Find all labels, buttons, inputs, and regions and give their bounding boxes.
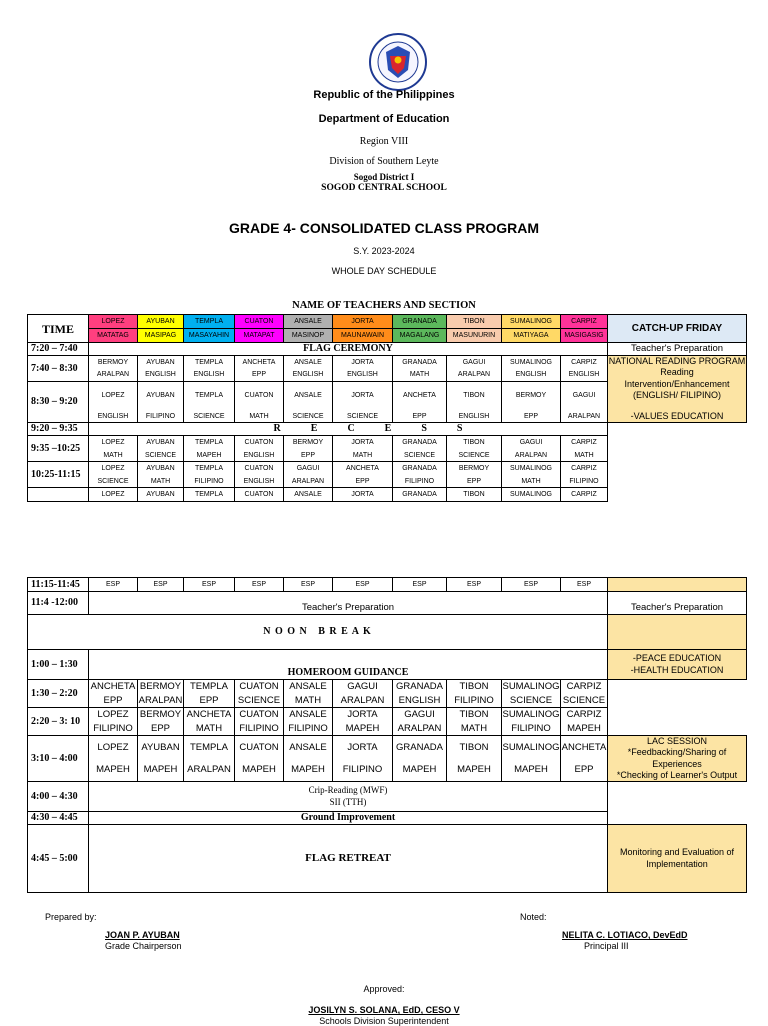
subject-cell: MAPEH — [447, 759, 502, 782]
teacher-cell: SUMALINOG — [502, 736, 561, 759]
teacher-cell: CARPIZ — [561, 680, 608, 694]
subject-cell: MAPEH — [138, 759, 184, 782]
subject-cell: MAPEH — [284, 759, 333, 782]
subject-cell: MATH — [333, 449, 393, 462]
teacher-cell: SUMALINOG — [502, 462, 561, 475]
teacher-cell: TEMPLA — [184, 736, 235, 759]
afternoon-schedule-table — [27, 577, 747, 893]
teacher-cell: CUATON — [235, 708, 284, 722]
subject-cell: ARALPAN — [333, 694, 393, 708]
subject-cell: MAPEH — [333, 722, 393, 736]
crip-line: Crip-Reading (MWF) — [308, 784, 388, 795]
time-header: TIME — [28, 315, 89, 343]
subject-cell: EPP — [138, 722, 184, 736]
subject-cell: EPP — [89, 694, 138, 708]
teacher-cell: SUMALINOG — [502, 709, 560, 720]
subject-cell: FILIPINO — [184, 475, 235, 488]
section-name-cell: MAGALANG — [393, 329, 447, 343]
friday-item: LAC SESSION — [646, 736, 708, 746]
friday-item: Monitoring and Evaluation of — [619, 847, 735, 858]
subject-cell: MATH — [235, 410, 284, 423]
subject-cell: SCIENCE — [138, 449, 184, 462]
teacher-cell: CARPIZ — [561, 708, 608, 722]
teacher-cell: LOPEZ — [89, 708, 138, 722]
teacher-cell: GRANADA — [393, 356, 447, 369]
subject-cell: MATH — [502, 475, 561, 488]
friday-item: *Feedbacking/Sharing of Experiences — [627, 747, 727, 769]
teachers-prep-label: Teacher's Preparation — [89, 592, 608, 615]
teacher-cell: TIBON — [447, 382, 502, 410]
subject-cell: ARALPAN — [89, 369, 138, 382]
teacher-cell: TIBON — [447, 680, 502, 694]
teacher-cell: SUMALINOG — [502, 356, 561, 369]
teacher-cell: BERMOY — [89, 356, 138, 369]
subject-cell: ENGLISH — [235, 475, 284, 488]
teacher-cell: BERMOY — [138, 680, 184, 694]
approved-name: JOSILYN S. SOLANA, EdD, CESO V — [308, 1005, 460, 1015]
teacher-name-cell: CARPIZ — [561, 315, 608, 329]
recess-letter: E — [384, 423, 392, 435]
subject-cell: ENGLISH — [89, 410, 138, 423]
time-cell: 8:30 – 9:20 — [28, 382, 89, 423]
division-text: Division of Southern Leyte — [329, 156, 439, 167]
subject-cell: SCIENCE — [447, 449, 502, 462]
teacher-cell: ANSALE — [284, 736, 333, 759]
subject-cell: ENGLISH — [502, 369, 561, 382]
teacher-cell: CARPIZ — [561, 436, 608, 449]
subject-cell: MATH — [184, 722, 235, 736]
subject-cell: MATH — [138, 475, 184, 488]
teacher-name-cell: ANSALE — [284, 315, 333, 329]
teacher-cell: AYUBAN — [138, 736, 184, 759]
recess-bar — [89, 423, 608, 436]
teacher-cell: CUATON — [235, 736, 284, 759]
catch-up-friday-header: CATCH-UP FRIDAY — [608, 315, 747, 343]
teacher-cell: CARPIZ — [561, 462, 608, 475]
friday-item: *Checking of Learner's Output — [616, 769, 738, 780]
teacher-cell: ANCHETA — [89, 680, 138, 694]
teacher-cell: ANCHETA — [235, 356, 284, 369]
flag-ceremony: FLAG CEREMONY — [89, 343, 608, 356]
teacher-cell: BERMOY — [502, 382, 561, 410]
time-cell: 4:30 – 4:45 — [28, 812, 89, 825]
esp-cell: ESP — [235, 578, 284, 592]
crip-reading — [89, 782, 608, 812]
teacher-name-cell: TEMPLA — [184, 315, 235, 329]
subject-cell: ARALPAN — [447, 369, 502, 382]
subject-cell: ARALPAN — [393, 722, 447, 736]
department-heading: Department of Education — [318, 113, 450, 125]
section-name-cell: MASIPAG — [138, 329, 184, 343]
deped-seal — [368, 32, 428, 92]
subject-cell: ENGLISH — [138, 369, 184, 382]
teacher-cell: JORTA — [333, 488, 393, 502]
recess-letter: S — [421, 423, 427, 435]
friday-empty-cell — [608, 615, 747, 650]
subject-cell: MAPEH — [561, 722, 608, 736]
teacher-cell: TIBON — [447, 436, 502, 449]
subject-cell: FILIPINO — [561, 475, 608, 488]
prepared-by-role: Grade Chairperson — [105, 941, 182, 951]
esp-cell: ESP — [89, 578, 138, 592]
subject-cell: SCIENCE — [393, 449, 447, 462]
teacher-cell: GRANADA — [393, 736, 447, 759]
subject-cell: FILIPINO — [89, 722, 138, 736]
teacher-cell: GRANADA — [393, 462, 447, 475]
esp-cell: ESP — [561, 578, 608, 592]
time-cell: 9:20 – 9:35 — [28, 423, 89, 436]
friday-pm-block-3 — [608, 825, 747, 893]
flag-retreat: FLAG RETREAT — [89, 825, 608, 893]
subject-cell: EPP — [284, 449, 333, 462]
teacher-cell: JORTA — [333, 436, 393, 449]
section-name-cell: MATIYAGA — [502, 329, 561, 343]
teacher-cell: CUATON — [235, 462, 284, 475]
time-cell: 10:25-11:15 — [28, 462, 89, 488]
subject-cell: FILIPINO — [333, 759, 393, 782]
esp-cell: ESP — [184, 578, 235, 592]
teacher-cell: GAGUI — [502, 436, 561, 449]
teacher-cell: CARPIZ — [561, 356, 608, 369]
subject-cell: EPP — [235, 369, 284, 382]
teacher-cell: CUATON — [235, 680, 284, 694]
subject-cell: MAPEH — [89, 759, 138, 782]
teacher-cell: TIBON — [447, 488, 502, 502]
subject-cell: ARALPAN — [284, 475, 333, 488]
subject-cell: MATH — [561, 449, 608, 462]
friday-am-block — [608, 356, 747, 423]
subject-cell: SCIENCE — [184, 410, 235, 423]
teacher-name-cell: AYUBAN — [138, 315, 184, 329]
teacher-cell: ANSALE — [284, 488, 333, 502]
subject-cell: SCIENCE — [284, 410, 333, 423]
time-cell: 2:20 – 3: 10 — [28, 708, 89, 736]
teacher-cell: GAGUI — [447, 356, 502, 369]
ground-improvement: Ground Improvement — [89, 812, 608, 825]
time-cell: 7:40 – 8:30 — [28, 356, 89, 382]
teacher-cell: JORTA — [333, 382, 393, 410]
subject-cell: MATH — [447, 722, 502, 736]
subject-cell: ENGLISH — [184, 369, 235, 382]
noted-role: Principal III — [584, 941, 629, 951]
teacher-cell: LOPEZ — [89, 436, 138, 449]
teacher-cell: SUMALINOG — [502, 488, 561, 502]
region-text: Region VIII — [359, 136, 409, 147]
esp-cell: ESP — [284, 578, 333, 592]
teacher-name-cell: JORTA — [333, 315, 393, 329]
subject-cell: ENGLISH — [235, 449, 284, 462]
teacher-cell: AYUBAN — [138, 382, 184, 410]
noted-name: NELITA C. LOTIACO, DevEdD — [562, 930, 688, 940]
time-cell: 11:15-11:45 — [28, 578, 89, 592]
subject-cell: FILIPINO — [235, 722, 284, 736]
teacher-cell: JORTA — [333, 736, 393, 759]
subject-cell: ENGLISH — [561, 369, 608, 382]
teacher-cell: ANCHETA — [561, 736, 608, 759]
time-cell: 4:45 – 5:00 — [28, 825, 89, 893]
friday-pm-block-1 — [608, 650, 747, 680]
time-cell: 11:4 -12:00 — [28, 592, 89, 615]
friday-item: Reading Intervention/Enhancement (ENGLISH/ FILIPINO) — [624, 367, 730, 400]
crip-line: SII (TTH) — [329, 796, 367, 807]
teacher-name-cell: GRANADA — [393, 315, 447, 329]
friday-item: -VALUES EDUCATION — [630, 411, 724, 421]
teacher-cell: JORTA — [333, 356, 393, 369]
time-cell — [28, 488, 89, 502]
subject-cell: ENGLISH — [284, 369, 333, 382]
teacher-cell: AYUBAN — [138, 436, 184, 449]
teacher-cell: GAGUI — [561, 382, 608, 410]
prepared-by-name: JOAN P. AYUBAN — [105, 930, 180, 940]
teacher-cell: GAGUI — [393, 708, 447, 722]
section-name-cell: MASIGASIG — [561, 329, 608, 343]
teacher-cell: GRANADA — [393, 488, 447, 502]
subject-cell: ENGLISH — [393, 694, 447, 708]
subject-cell: EPP — [184, 694, 235, 708]
section-name-cell: MASUNURIN — [447, 329, 502, 343]
teacher-cell: CUATON — [235, 382, 284, 410]
subject-cell: MATH — [89, 449, 138, 462]
esp-cell: ESP — [502, 578, 561, 592]
recess-letter: S — [456, 423, 463, 435]
subject-cell: FILIPINO — [284, 722, 333, 736]
recess-letter: C — [347, 423, 355, 435]
noon-break: N O O N B R E A K — [28, 615, 608, 650]
subject-cell: ENGLISH — [333, 369, 393, 382]
teacher-cell: CUATON — [235, 488, 284, 502]
teacher-name-cell: LOPEZ — [89, 315, 138, 329]
friday-empty-cell — [608, 578, 747, 592]
section-name-cell: MATATAG — [89, 329, 138, 343]
recess-letter: E — [310, 423, 318, 435]
teacher-cell: AYUBAN — [138, 462, 184, 475]
friday-item: NATIONAL READING PROGRAM — [608, 356, 746, 366]
teacher-cell: TEMPLA — [184, 680, 235, 694]
teacher-cell: ANCHETA — [393, 382, 447, 410]
subject-cell: EPP — [502, 410, 561, 423]
approved-label: Approved: — [363, 984, 405, 994]
subject-cell: SCIENCE — [235, 694, 284, 708]
subject-cell: MAPEH — [393, 759, 447, 782]
teacher-cell: GAGUI — [284, 462, 333, 475]
teacher-cell: BERMOY — [138, 708, 184, 722]
subject-cell: ARALPAN — [138, 694, 183, 706]
teacher-cell: ANSALE — [284, 382, 333, 410]
teacher-cell: TEMPLA — [184, 488, 235, 502]
teacher-cell: GAGUI — [333, 680, 393, 694]
subject-cell: EPP — [333, 475, 393, 488]
teacher-name-cell: SUMALINOG — [502, 315, 561, 329]
subject-cell: FILIPINO — [393, 475, 447, 488]
section-heading: NAME OF TEACHERS AND SECTION — [292, 300, 476, 311]
subject-cell: EPP — [393, 410, 447, 423]
school-year: S.Y. 2023-2024 — [353, 246, 415, 256]
teacher-cell: ANCHETA — [184, 708, 235, 722]
teacher-cell: ANCHETA — [333, 462, 393, 475]
subject-cell: ARALPAN — [502, 449, 561, 462]
subject-cell: ARALPAN — [561, 410, 608, 423]
section-name-cell: MASINOP — [284, 329, 333, 343]
teacher-cell: TEMPLA — [184, 436, 235, 449]
teacher-name-cell: TIBON — [447, 315, 502, 329]
friday-prep-label: Teacher's Preparation — [608, 592, 747, 615]
subject-cell: FILIPINO — [447, 694, 502, 708]
esp-cell: ESP — [447, 578, 502, 592]
teacher-cell: CUATON — [235, 436, 284, 449]
recess-letter: R — [273, 423, 281, 435]
noted-label: Noted: — [520, 912, 547, 922]
teacher-cell: LOPEZ — [89, 736, 138, 759]
republic-heading: Republic of the Philippines — [313, 89, 455, 101]
esp-cell: ESP — [393, 578, 447, 592]
time-cell: 9:35 –10:25 — [28, 436, 89, 462]
section-name-cell: MATAPAT — [235, 329, 284, 343]
subject-cell: MATH — [284, 694, 333, 708]
friday-item: Implementation — [646, 858, 708, 869]
esp-cell: ESP — [138, 578, 184, 592]
subject-cell: MAPEH — [184, 449, 235, 462]
subject-cell: MATH — [393, 369, 447, 382]
homeroom-guidance: HOMEROOM GUIDANCE — [89, 650, 608, 680]
teacher-cell: TEMPLA — [184, 356, 235, 369]
subject-cell: ENGLISH — [447, 410, 502, 423]
time-cell: 4:00 – 4:30 — [28, 782, 89, 812]
schedule-type: WHOLE DAY SCHEDULE — [331, 266, 437, 276]
morning-schedule-table — [27, 314, 747, 502]
time-cell: 1:00 – 1:30 — [28, 650, 89, 680]
subject-cell: ARALPAN — [184, 759, 235, 782]
subject-cell: FILIPINO — [138, 410, 184, 423]
teacher-cell: TIBON — [447, 708, 502, 722]
teacher-cell: CARPIZ — [561, 488, 608, 502]
friday-pm-block-2 — [608, 736, 747, 782]
teacher-cell: TEMPLA — [184, 462, 235, 475]
esp-cell: ESP — [333, 578, 393, 592]
time-cell: 1:30 – 2:20 — [28, 680, 89, 708]
teacher-cell: BERMOY — [447, 462, 502, 475]
teacher-cell: BERMOY — [284, 436, 333, 449]
subject-cell: MAPEH — [502, 759, 561, 782]
teacher-name-cell: CUATON — [235, 315, 284, 329]
page-title: GRADE 4- CONSOLIDATED CLASS PROGRAM — [228, 220, 540, 236]
teacher-cell: JORTA — [333, 708, 393, 722]
teacher-cell: GRANADA — [393, 436, 447, 449]
subject-cell: MAPEH — [235, 759, 284, 782]
subject-cell: SCIENCE — [333, 410, 393, 423]
section-name-cell: MASAYAHIN — [184, 329, 235, 343]
teacher-cell: TIBON — [447, 736, 502, 759]
section-name-cell: MAUNAWAIN — [333, 329, 393, 343]
teacher-cell: LOPEZ — [89, 462, 138, 475]
teacher-cell: LOPEZ — [89, 488, 138, 502]
school-name: SOGOD CENTRAL SCHOOL — [321, 183, 447, 193]
subject-cell: FILIPINO — [502, 722, 561, 736]
friday-item: -HEALTH EDUCATION — [630, 664, 724, 675]
teacher-cell: GRANADA — [393, 680, 447, 694]
time-cell: 3:10 – 4:00 — [28, 736, 89, 782]
teacher-cell: ANSALE — [284, 708, 333, 722]
friday-item — [608, 401, 746, 411]
prepared-by-label: Prepared by: — [45, 912, 97, 922]
teacher-cell: TEMPLA — [184, 382, 235, 410]
subject-cell: SCIENCE — [89, 475, 138, 488]
time-cell: 7:20 – 7:40 — [28, 343, 89, 356]
friday-item: -PEACE EDUCATION — [632, 653, 722, 664]
district-text: Sogod District I — [353, 172, 415, 182]
subject-cell: SCIENCE — [561, 694, 608, 708]
teacher-cell: SUMALINOG — [502, 681, 560, 692]
teacher-cell: AYUBAN — [138, 356, 184, 369]
teacher-cell: AYUBAN — [138, 488, 184, 502]
approved-role: Schools Division Superintendent — [319, 1016, 449, 1026]
teacher-cell: ANSALE — [284, 680, 333, 694]
friday-prep: Teacher's Preparation — [608, 343, 747, 356]
subject-cell: EPP — [447, 475, 502, 488]
teacher-cell: LOPEZ — [89, 382, 138, 410]
subject-cell: SCIENCE — [502, 694, 561, 708]
teacher-cell: ANSALE — [284, 356, 333, 369]
subject-cell: EPP — [561, 759, 608, 782]
